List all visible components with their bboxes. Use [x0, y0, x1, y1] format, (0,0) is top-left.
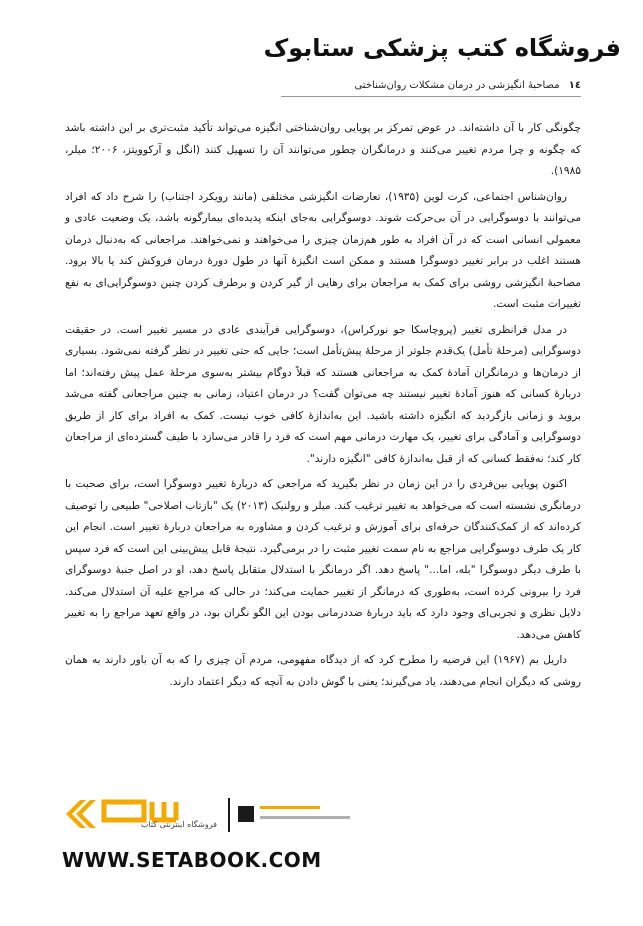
paragraph: چگونگی کار با آن داشته‌اند. در عوض تمرکز بر پویایی روان‌شناختی انگیزه می‌تواند تأکید مثبت‌تری بر این داشته باشد که چگونه و چرا مردم تغییر می‌کنند و درمانگران چطور می‌توانند آن را تسهیل کنند (انگل و آرکوویتز، ۲۰۰۶؛ میلر، ۱۹۸۵). [65, 122, 581, 177]
store-title: فروشگاه کتب پزشکی ستابوک [263, 34, 621, 62]
logo-tagline: فروشگاه اینترنتی کتاب [140, 820, 217, 829]
paragraph: روان‌شناس اجتماعی، کرت لوین (۱۹۳۵)، تعارضات انگیزشی مختلفی (مانند رویکرد اجتناب) را شرح داد که افراد می‌توانند با دوسوگرایی در آن بی‌حرکت شوند. دوسوگرایی به‌جای اینکه پدیده‌ای بیمارگونه باشد، یک وضعیت عادی و معمولی انسانی است که در آن افراد به طور هم‌زمان چیزی را می‌خواهند و نمی‌خواهند. مراجعانی که به‌دنبال درمان هستند اغلب در برابر تغییر دوسوگرا هستند و ممکن است انگیزهٔ آنها در طول دورهٔ درمان فروکش کند یا بالا برود. مصاحبهٔ انگیزشی روشی برای کمک به مراجعان برای رهایی از گیر کردن و برطرف کردن چنین دوسوگرایی‌ای به نفع تغییرات مثبت است. [65, 190, 581, 310]
running-head-title: مصاحبهٔ انگیزشی در درمان مشکلات روان‌شناختی [354, 80, 560, 91]
body-text [65, 118, 581, 692]
setabook-logo [60, 792, 410, 842]
paragraph: داریل بم (۱۹۶۷) این فرضیه را مطرح کرد که از دیدگاه مفهومی، مردم آن چیزی را که به آن باور دارند به همان روشی که دیگران انجام می‌دهند، یاد می‌گیرند؛ یعنی با گوش دادن به آنچه که دیگر اعتماد دارند. [65, 654, 581, 688]
setabook-logo-icon [60, 792, 410, 842]
running-head [62, 80, 581, 91]
website-url: WWW.SETABOOK.COM [62, 848, 322, 872]
header-rule [281, 96, 581, 97]
paragraph: در مدل فرانظری تغییر (پروچاسکا جو نورکراس)، دوسوگرایی فرآیندی عادی در مسیر تغییر است. در حقیقت دوسوگرایی (مرحلهٔ تأمل) یک‌قدم جلوتر از مرحلهٔ پیش‌تأمل است؛ جایی که حتی تغییر در نظر گرفته نمی‌شود. بسیاری از درمان‌ها و درمانگران آمادهٔ کمک به مراجعانی هستند که قبلاً دوگام بیشتر به‌سوی مرحلهٔ عمل پیش رفته‌اند؛ اما دربارهٔ کسانی که هنوز آمادهٔ تغییر نیستند چه می‌توان گفت؟ در درمان اعتیاد، زمانی به چنین مراجعانی گفته می‌شد بروید و زمانی بازگردید که انگیزه داشته باشید. این به‌اندازهٔ کافی خوب نیست. کمک به افراد برای کار از طریق دوسوگرایی و آمادگی برای تغییر، یک مهارت درمانی مهم است که فرد را قادر می‌سازد با طیف گسترده‌ای از مراجعان کار کند؛ نه‌فقط کسانی که از قبل به‌اندازهٔ کافی "انگیزه دارند". [65, 323, 581, 465]
page-number: ١٤ [568, 80, 581, 91]
paragraph: اکنون پویایی بین‌فردی را در این زمان در نظر بگیرید که مراجعی که دربارهٔ تغییر دوسوگرا است، برای صحبت با درمانگری نشسته است که می‌خواهد به تغییر ترغیب کند. میلر و رولنیک (۲۰۱۳) یک "بازتاب اصلاحی" طبیعی را توصیف کرده‌اند که از کمک‌کنندگان حرفه‌ای برای آموزش و ترغیب کردن و مشاوره به مراجعان دربارهٔ تغییر است. انجام این کار یک طرف دوسوگرایی مراجع به نام سمت تغییر مثبت را در برمی‌گیرد. نتیجهٔ قابل پیش‌بینی این است که فرد سپس با طرف دیگر دوسوگرا "بله، اما..." پاسخ دهد. اگر درمانگر با استدلال متقابل پاسخ دهد، او در اصل جنبهٔ دوسوگرای فرد را بیرونی کرده است، به‌طوری که درمانگر از تغییر حمایت می‌کند؛ در حالی که مراجع علیه آن استدلال می‌کند. دلایل نظری و تجربی‌ای وجود دارد که باید دربارهٔ ضددرمانی بودن این الگو نگران بود، در واقع تعهد مراجع را به تغییر کاهش می‌دهد. [65, 478, 582, 641]
